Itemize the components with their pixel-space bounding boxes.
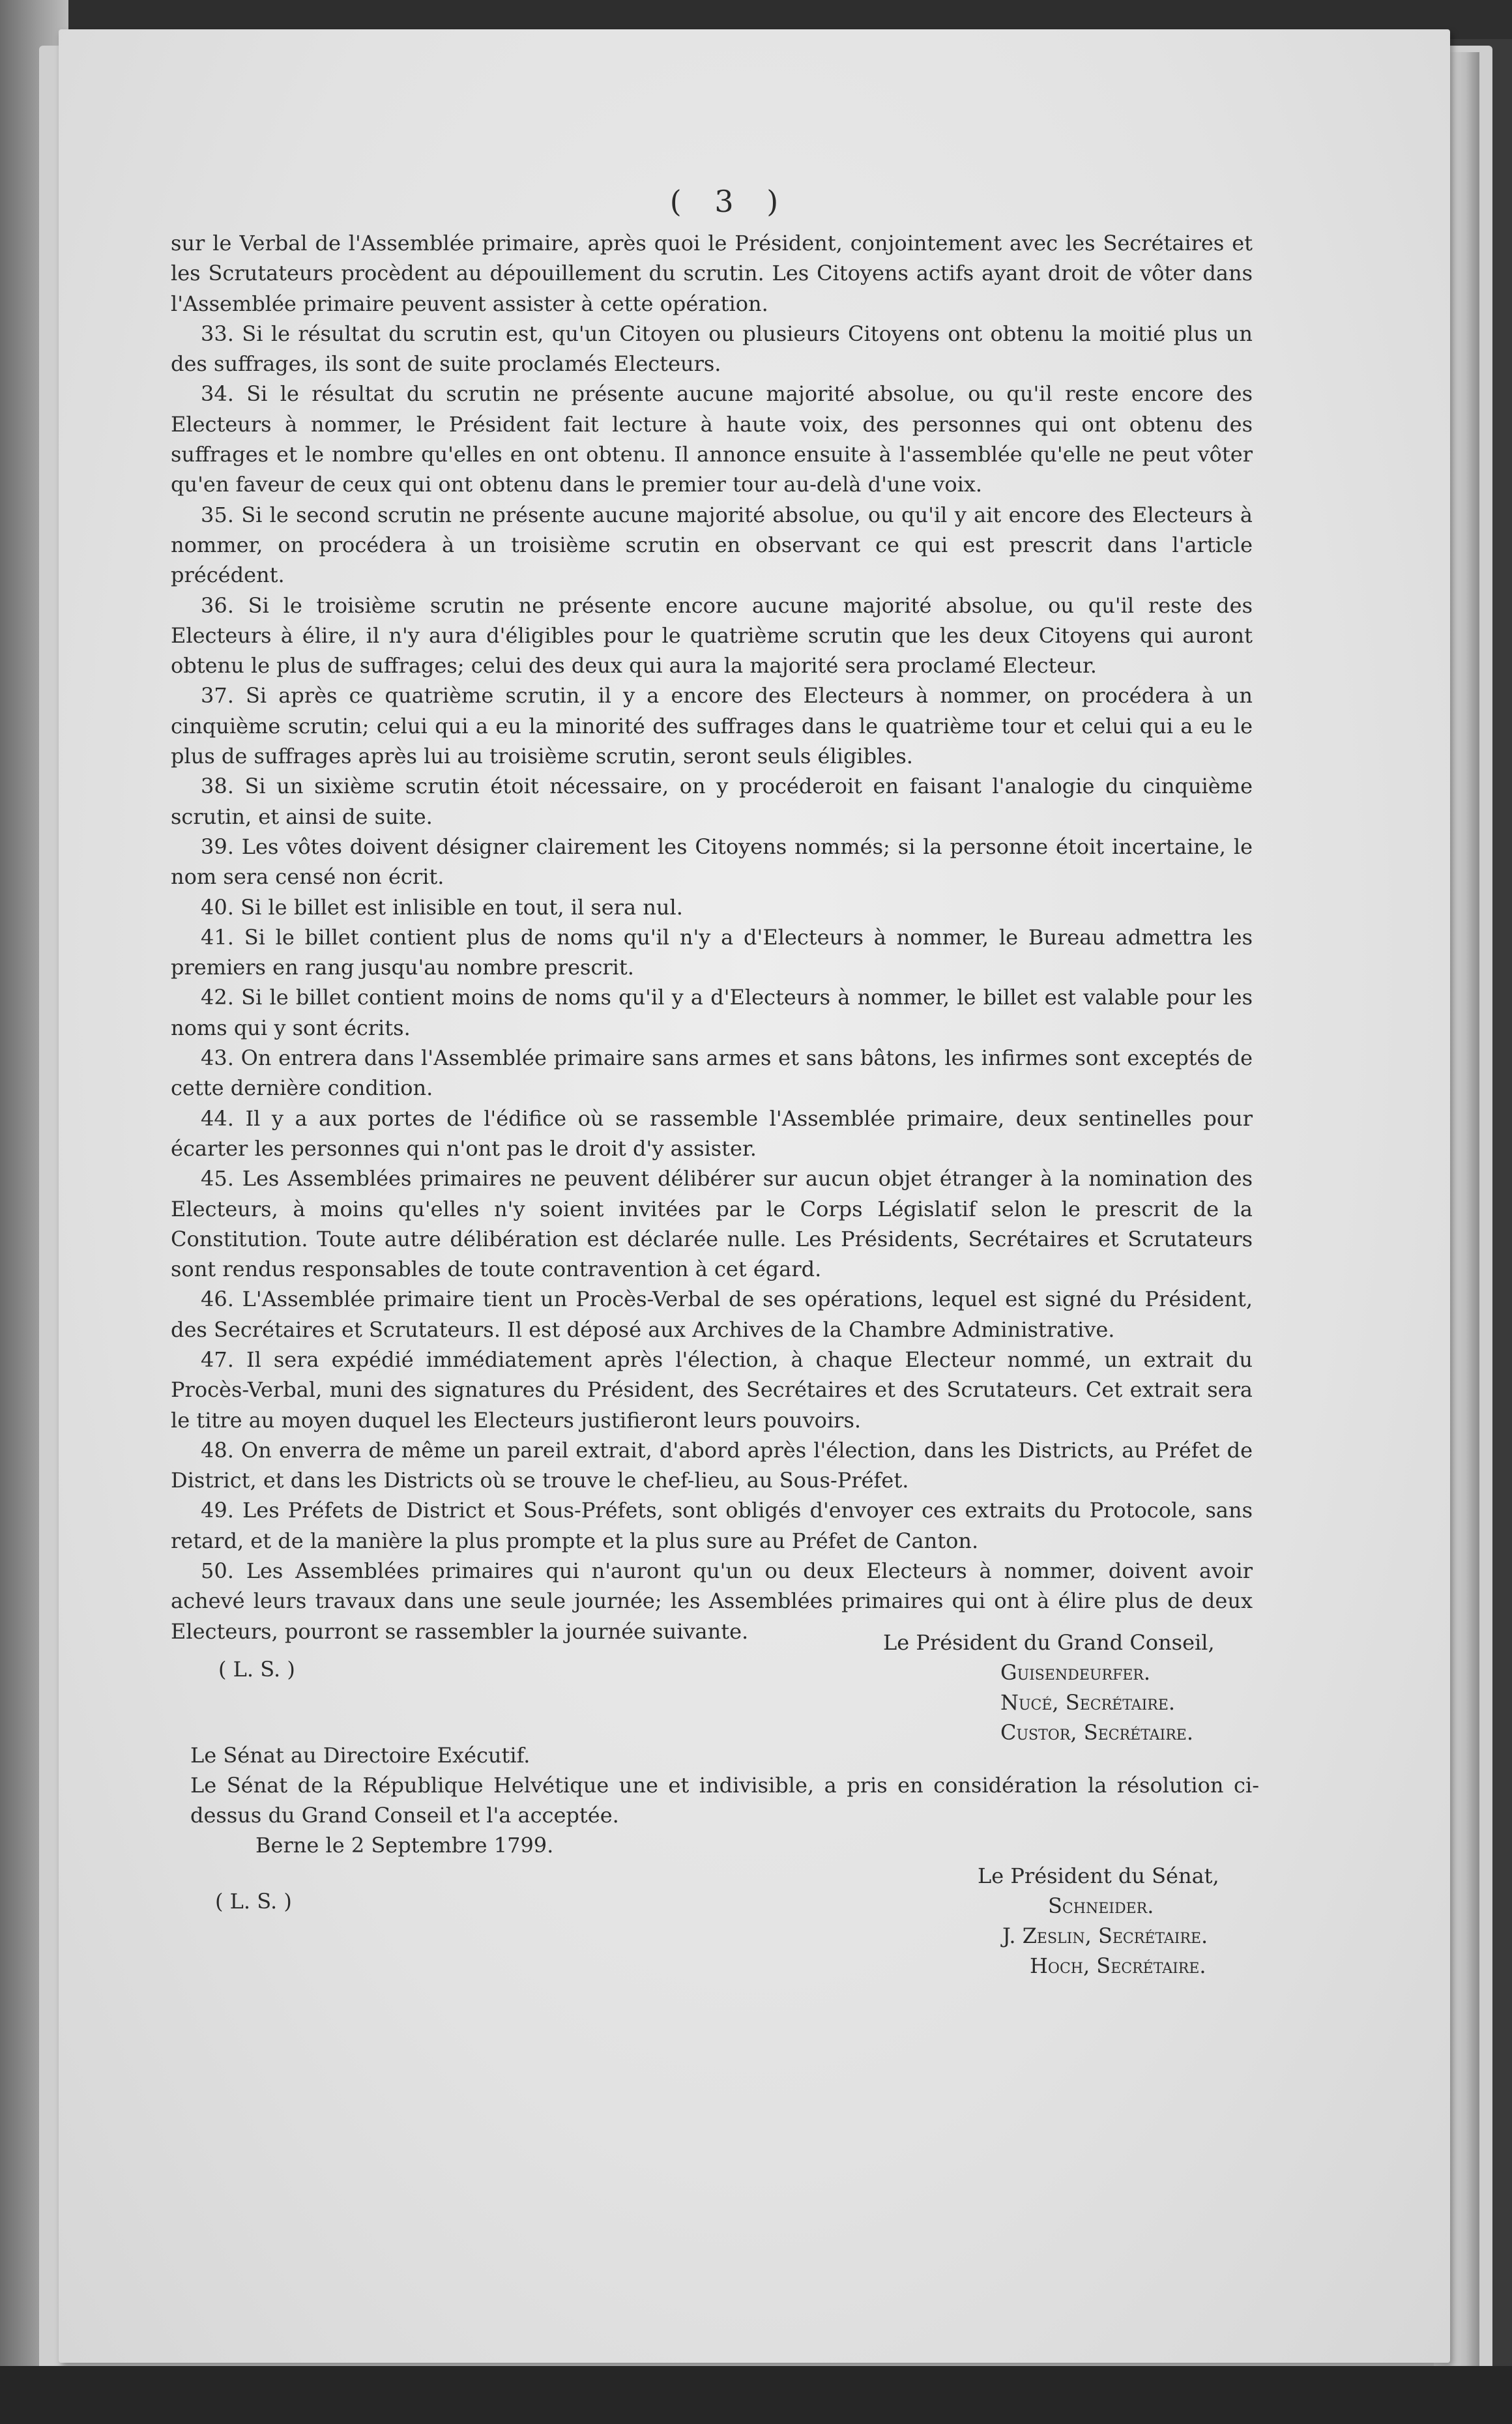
article-38: 38. Si un sixième scrutin étoit nécessaire, on y procéderoit en faisant l'analogie du cinquième scrutin, et ainsi de suite. bbox=[171, 774, 1253, 829]
scan-background-bottom bbox=[0, 2366, 1512, 2424]
article-33: 33. Si le résultat du scrutin est, qu'un Citoyen ou plusieurs Citoyens ont obtenu la moitié plus un des suffrages, ils sont de suite proclamés Electeurs. bbox=[171, 321, 1253, 377]
senate-president: Schneider. bbox=[1048, 1893, 1154, 1918]
article-34: 34. Si le résultat du scrutin ne présente aucune majorité absolue, ou qu'il reste encore des Electeurs à nommer, le Président fait lecture à haute voix, des personnes qui ont obtenu des suffrages et le nombre qu'elles en ont obtenu. Il annonce ensuite à l'assemblée qu'elle ne peut vôter qu'en faveur de ceux qui ont obtenu dans le premier tour au-delà d'une voix. bbox=[171, 381, 1253, 497]
article-39: 39. Les vôtes doivent désigner clairement les Citoyens nommés; si la personne étoit incertaine, le nom sera censé non écrit. bbox=[171, 834, 1253, 890]
article-44: 44. Il y a aux portes de l'édifice où se rassemble l'Assemblée primaire, deux sentinelles pour écarter les personnes qui n'ont pas le droit d'y assister. bbox=[171, 1105, 1253, 1161]
grand-conseil-secretary-2: Custor, Secrétaire. bbox=[1000, 1720, 1193, 1745]
senate-signatures bbox=[978, 1861, 1264, 1981]
decree-text bbox=[171, 189, 1253, 1646]
article-43: 43. On entrera dans l'Assemblée primaire sans armes et sans bâtons, les infirmes sont exceptés de cette dernière condition. bbox=[171, 1045, 1253, 1101]
grand-conseil-secretary-1: Nucé, Secrétaire. bbox=[1000, 1690, 1176, 1715]
place-date: Berne le 2 Septembre 1799. bbox=[255, 1833, 554, 1858]
article-45: 45. Les Assemblées primaires ne peuvent délibérer sur aucun objet étranger à la nomination des Electeurs, à moins qu'elles n'y soient invitées par le Corps Législatif selon le prescrit de la Constitution. Toute autre délibération est déclarée nulle. Les Présidents, Secrétaires et Scrutateurs sont rendus responsables de toute contravention à cet égard. bbox=[171, 1166, 1253, 1282]
article-37: 37. Si après ce quatrième scrutin, il y a encore des Electeurs à nommer, on procédera à un cinquième scrutin; celui qui a eu la minorité des suffrages dans le quatrième tour et celui qui a eu le plus de suffrages après lui au troisième scrutin, seront seuls éligibles. bbox=[171, 683, 1253, 769]
article-47: 47. Il sera expédié immédiatement après l'élection, à chaque Electeur nommé, un extrait du Procès-Verbal, muni des signatures du Président, des Secrétaires et des Scrutateurs. Cet extrait sera le titre au moyen duquel les Electeurs justifieront leurs pouvoirs. bbox=[171, 1347, 1253, 1433]
article-49: 49. Les Préfets de District et Sous-Préfets, sont obligés d'envoyer ces extraits du Protocole, sans retard, et de la manière la plus prompte et la plus sure au Préfet de Canton. bbox=[171, 1498, 1253, 1553]
grand-conseil-president: Guisendeurfer. bbox=[1000, 1660, 1151, 1685]
senate-heading: Le Président du Sénat, bbox=[978, 1863, 1219, 1888]
senate-address: Le Sénat au Directoire Exécutif. bbox=[190, 1743, 531, 1768]
senate-secretary-2: Hoch, Secrétaire. bbox=[1030, 1953, 1206, 1978]
article-50: 50. Les Assemblées primaires qui n'auront qu'un ou deux Electeurs à nommer, doivent avoir achevé leurs travaux dans une seule journée; les Assemblées primaires qui ont à élire plus de deux Electeurs, pourront se rassembler la journée suivante. bbox=[171, 1558, 1253, 1644]
article-48: 48. On enverra de même un pareil extrait, d'abord après l'élection, dans les Districts, au Préfet de District, et dans les Districts où se trouve le chef-lieu, au Sous-Préfet. bbox=[171, 1437, 1253, 1493]
seal-senate: ( L. S. ) bbox=[215, 1889, 292, 1914]
article-36: 36. Si le troisième scrutin ne présente encore aucune majorité absolue, ou qu'il reste des Electeurs à élire, il n'y aura d'éligibles pour le quatrième scrutin que les deux Citoyens qui auront obtenu le plus de suffrages; celui des deux qui aura la majorité sera proclamé Electeur. bbox=[171, 592, 1253, 679]
article-41: 41. Si le billet contient plus de noms qu'il n'y a d'Electeurs à nommer, le Bureau admettra les premiers en rang jusqu'au nombre prescrit. bbox=[171, 924, 1253, 980]
article-46: 46. L'Assemblée primaire tient un Procès-Verbal de ses opérations, lequel est signé du Président, des Secrétaires et Scrutateurs. Il est déposé aux Archives de la Chambre Administrative. bbox=[171, 1287, 1253, 1342]
continuation-paragraph: sur le Verbal de l'Assemblée primaire, après quoi le Président, conjointement avec les Secrétaires et les Scrutateurs procèdent au dépouillement du scrutin. Les Citoyens actifs ayant droit de vôter dans l'Assemblée primaire peuvent assister à cette opération. bbox=[171, 231, 1253, 316]
senate-acceptance bbox=[190, 1740, 1259, 1860]
article-40: 40. Si le billet est inlisible en tout, il sera nul. bbox=[201, 894, 683, 920]
grand-conseil-signatures bbox=[883, 1628, 1248, 1747]
senate-resolution: Le Sénat de la République Helvétique une et indivisible, a pris en considération la résolution ci-dessus du Grand Conseil et l'a acceptée. bbox=[190, 1773, 1259, 1828]
senate-secretary-1: J. Zeslin, Secrétaire. bbox=[1002, 1923, 1208, 1948]
seal-grand-conseil: ( L. S. ) bbox=[218, 1657, 295, 1682]
article-35: 35. Si le second scrutin ne présente aucune majorité absolue, ou qu'il y ait encore des Electeurs à nommer, on procédera à un troisième scrutin en observant ce qui est prescrit dans l'article précédent. bbox=[171, 502, 1253, 588]
grand-conseil-heading: Le Président du Grand Conseil, bbox=[883, 1630, 1215, 1655]
article-42: 42. Si le billet contient moins de noms qu'il y a d'Electeurs à nommer, le billet est valable pour les noms qui y sont écrits. bbox=[171, 985, 1253, 1040]
page-number: ( 3 ) bbox=[669, 184, 791, 219]
